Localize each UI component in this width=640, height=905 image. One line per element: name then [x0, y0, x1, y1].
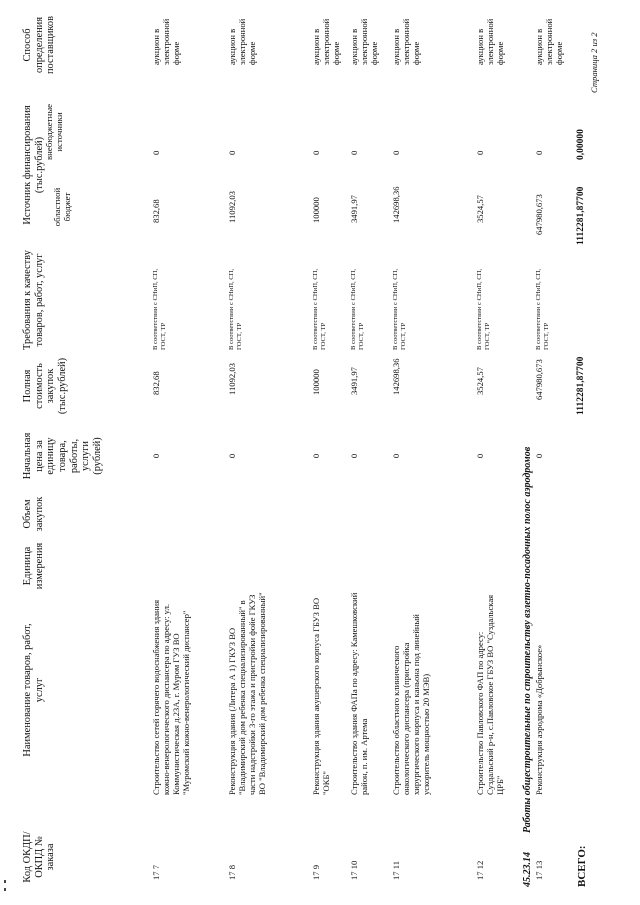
- row-funding-extra: 0: [391, 150, 401, 155]
- header-funding-title: Источник финансирования (тыс.рублей): [22, 105, 45, 225]
- row-name: Реконструкция аэродрома «Добрынское»: [534, 644, 544, 795]
- header-code: Код ОКДП/ ОКПД № заказа: [22, 831, 57, 883]
- row-price: 0: [151, 453, 161, 459]
- row-funding-extra: 0: [534, 150, 544, 155]
- row-funding-regional: 3524,57: [475, 195, 485, 223]
- row-method: аукцион в электронной форме: [391, 18, 421, 65]
- row-total: 142698,36: [391, 358, 401, 395]
- row-funding-regional: 11092,03: [227, 191, 237, 223]
- header-funding: [22, 90, 83, 240]
- row-requirements: В соответствии с СНиП, СП, ГОСТ, ТР: [312, 268, 327, 350]
- row-funding-extra: 0: [311, 150, 321, 155]
- header-name: Наименование товаров, работ, услуг: [22, 623, 45, 757]
- section-title: Работы общестроительные по строительству взлетно-посадочных полос аэродромов: [522, 446, 533, 833]
- row-funding-regional: 3491,97: [349, 195, 359, 223]
- row-total: 832,68: [151, 371, 161, 395]
- row-name: Строительство Павловского ФАП по адресу: Суздальский р-н, с.Павловское ГБУЗ ВО "Суздальская ЦРБ": [475, 594, 505, 795]
- row-price: 0: [475, 453, 485, 459]
- row-total: 100000: [311, 369, 321, 395]
- row-method: аукцион в электронной форме: [475, 18, 505, 65]
- row-requirements: В соответствии с СНиП, СП, ГОСТ, ТР: [152, 268, 167, 350]
- page-number: Страница 2 из 2: [589, 32, 599, 93]
- row-total: 647980,673: [534, 359, 544, 400]
- row-code: 17 13: [534, 860, 544, 880]
- header-requirements: Требования к качеству товаров, работ, услуг: [22, 250, 45, 350]
- row-requirements: В соответствии с СНиП, СП, ГОСТ, ТР: [228, 268, 243, 350]
- row-funding-regional: 647980,673: [534, 194, 544, 235]
- section-code: 45.23.14: [522, 852, 533, 887]
- row-method: аукцион в электронной форме: [534, 18, 564, 65]
- row-code: 17 10: [349, 860, 359, 880]
- row-code: 17 8: [227, 864, 237, 880]
- row-method: аукцион в электронной форме: [227, 18, 257, 65]
- row-price: 0: [534, 453, 544, 459]
- row-funding-regional: 832,68: [151, 199, 161, 223]
- header-price: Начальная цена за единицу товара, работы, услуги (рублей): [22, 432, 103, 480]
- row-requirements: В соответствии с СНиП, СП, ГОСТ, ТР: [476, 268, 491, 350]
- header-total: Полная стоимость закупок (тыс.рублей): [22, 357, 68, 415]
- row-code: 17 12: [475, 860, 485, 880]
- row-code: 17 9: [311, 864, 321, 880]
- row-price: 0: [349, 453, 359, 459]
- header-method: Способ определения поставщиков: [22, 16, 57, 74]
- row-name: Реконструкция здания акушерского корпуса ГБУЗ ВО "ОКБ": [311, 597, 331, 795]
- table-header: [22, 0, 122, 905]
- row-code: 17 11: [391, 860, 401, 880]
- row-total: 3524,57: [475, 367, 485, 395]
- row-method: аукцион в электронной форме: [151, 18, 181, 65]
- row-requirements: В соответствии с СНиП, СП, ГОСТ, ТР: [392, 268, 407, 350]
- row-price: 0: [391, 453, 401, 459]
- row-requirements: В соответствии с СНиП, СП, ГОСТ, ТР: [535, 268, 550, 350]
- row-funding-extra: 0: [151, 150, 161, 155]
- row-funding-regional: 100000: [311, 197, 321, 223]
- totals-total: 1112281,87700: [576, 356, 586, 415]
- row-price: 0: [311, 453, 321, 459]
- row-total: 11092,03: [227, 363, 237, 395]
- row-method: аукцион в электронной форме: [349, 18, 379, 65]
- row-price: 0: [227, 453, 237, 459]
- row-total: 3491,97: [349, 367, 359, 395]
- header-volume: Объем закупок: [22, 496, 45, 532]
- row-name: Строительство областного клинического онкологического диспансера (пристройка хирургического корпуса и каньона под линейный ускоритель мощностью 20 МЭВ): [391, 614, 431, 795]
- row-method: аукцион в электронной форме: [311, 18, 341, 65]
- header-unit: Единица измерения: [22, 542, 45, 590]
- row-requirements: В соответствии с СНиП, СП, ГОСТ, ТР: [350, 268, 365, 350]
- row-funding-regional: 142698,36: [391, 186, 401, 223]
- row-funding-extra: 0: [349, 150, 359, 155]
- header-funding-extra: внебюджетные источники: [44, 103, 64, 161]
- totals-label: ВСЕГО:: [576, 845, 588, 887]
- totals-extra: 0,00000: [576, 129, 586, 160]
- row-name: Реконструкция здания (Литера А 1) ГКУЗ ВО "Владимирский дом ребенка специализированный" в части надстройки 3-го этажа и пристройки фойе ГКУЗ ВО "Владимирский дом ребенка специализированный": [227, 592, 267, 795]
- row-name: Строительство здания ФАПа по адресу: Камешковский район, п. им. Артема: [349, 592, 369, 795]
- totals-regional: 1112281,87700: [576, 186, 586, 245]
- row-name: Строительство сетей горячего водоснабжения здания кожно-венерологического диспансера по адресу: ул. Коммунистическая д.23А, г. Муром ГУЗ ВО "Муромский кожно-венерологический диспансер": [151, 599, 191, 795]
- row-funding-extra: 0: [475, 150, 485, 155]
- header-funding-regional: областной бюджет: [52, 187, 72, 227]
- row-funding-extra: 0: [227, 150, 237, 155]
- row-code: 17 7: [151, 864, 161, 880]
